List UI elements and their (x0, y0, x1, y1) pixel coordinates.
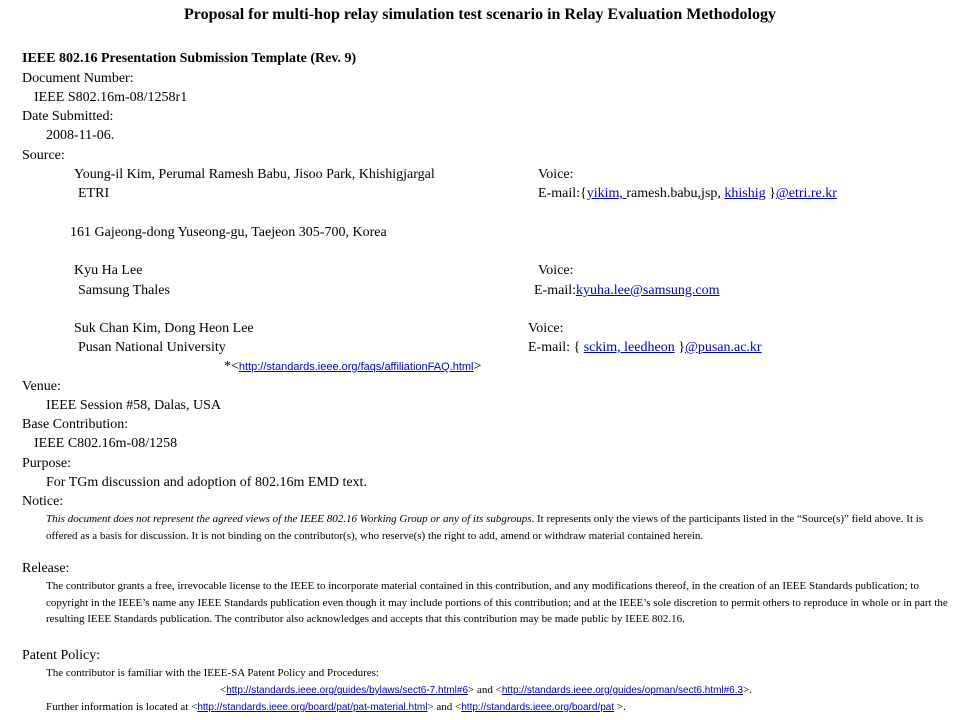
patent-link-board[interactable]: http://standards.ieee.org/board/pat (461, 702, 615, 713)
base-contribution-label: Base Contribution: (22, 417, 129, 432)
source-names-3: Suk Chan Kim, Dong Heon Lee (74, 321, 254, 336)
purpose-value: For TGm discussion and adoption of 802.16m EMD text. (46, 475, 367, 490)
purpose-label: Purpose: (22, 456, 71, 471)
source-email-1 (538, 186, 837, 202)
email-link-khishig[interactable]: khishig (724, 186, 766, 201)
release-label: Release: (22, 561, 70, 576)
patent-and2: > and < (427, 701, 462, 713)
patent-links-line (220, 682, 752, 699)
source-org-2: Samsung Thales (78, 283, 170, 298)
notice-label: Notice: (22, 494, 64, 509)
email-close-3: } (674, 340, 685, 355)
doc-number-label: Document Number: (22, 71, 134, 86)
source-address-1: 161 Gajeong-dong Yuseong-gu, Taejeon 305-700, Korea (70, 225, 387, 240)
source-voice-3: Voice: (528, 321, 564, 336)
doc-number-value: IEEE S802.16m-08/1258r1 (34, 90, 188, 105)
email-mid: ramesh.babu,jsp, (626, 186, 725, 201)
email-link-kyuha[interactable]: kyuha.lee@samsung.com (576, 283, 720, 298)
email-prefix: E-mail:{ (538, 186, 587, 201)
venue-value: IEEE Session #58, Dalas, USA (46, 398, 221, 413)
affiliation-prefix: *< (224, 359, 239, 374)
patent-further-line (46, 699, 626, 716)
venue-label: Venue: (22, 379, 61, 394)
email-prefix-3: E-mail: { (528, 340, 584, 355)
notice-rest: . It represents only the views of the participants listed in the “Source(s)” field above. It is offered as a basis for discussion. It is not binding on the contributor(s), who reserve(s) the right to add, amend or withdraw material contained herein. (46, 513, 924, 542)
base-contribution-value: IEEE C802.16m-08/1258 (34, 436, 178, 451)
patent-and: > and < (468, 684, 502, 696)
source-label: Source: (22, 148, 65, 163)
affiliation-suffix: > (473, 359, 482, 374)
source-email-2 (534, 283, 720, 299)
patent-label: Patent Policy: (22, 648, 101, 663)
source-voice-2: Voice: (538, 263, 574, 278)
source-voice-1: Voice: (538, 167, 574, 182)
email-link-sckim[interactable]: sckim, leedheon (583, 340, 675, 355)
email-domain-pusan[interactable]: @pusan.ac.kr (684, 340, 762, 355)
notice-italic: This document does not represent the agreed views of the IEEE 802.16 Working Group or any of its subgroups (46, 513, 532, 525)
email-link-yikim[interactable]: yikim, (586, 186, 627, 201)
source-names-2: Kyu Ha Lee (74, 263, 143, 278)
affiliation-link[interactable]: http://standards.ieee.org/faqs/affiliationFAQ.html (238, 361, 474, 373)
patent-end2: >. (614, 701, 626, 713)
release-text: The contributor grants a free, irrevocable license to the IEEE to incorporate material contained in this contribution, and any modifications thereof, in the creation of an IEEE Standards publication; to copyright in the IEEE’s name any IEEE Standards publication even though it may include portions of this contribution; and at the IEEE’s sole discretion to permit others to reproduce in whole or in part the resulting IEEE Standards publication. The contributor also acknowledges and accepts that this contribution may be made public by IEEE 802.16. (46, 580, 948, 625)
document-title: Proposal for multi-hop relay simulation test scenario in Relay Evaluation Methodology (183, 6, 776, 23)
source-email-3 (528, 340, 762, 356)
patent-link-opman[interactable]: http://standards.ieee.org/guides/opman/sect6.html#6.3 (501, 685, 744, 696)
patent-link-material[interactable]: http://standards.ieee.org/board/pat/pat-material.html (197, 702, 428, 713)
email-domain-etri[interactable]: @etri.re.kr (775, 186, 837, 201)
source-names-1: Young-il Kim, Perumal Ramesh Babu, Jisoo Park, Khishigjargal (74, 167, 435, 182)
template-heading: IEEE 802.16 Presentation Submission Template (Rev. 9) (22, 51, 357, 66)
patent-line1: The contributor is familiar with the IEEE-SA Patent Policy and Procedures: (46, 667, 379, 679)
patent-link-bylaws[interactable]: http://standards.ieee.org/guides/bylaws/sect6-7.html#6 (226, 685, 469, 696)
notice-text (46, 511, 952, 544)
source-org-3: Pusan National University (78, 340, 226, 355)
email-close: } (765, 186, 776, 201)
patent-further: Further information is located at < (46, 701, 198, 713)
patent-end: >. (743, 684, 753, 696)
date-value: 2008-11-06. (46, 128, 115, 143)
affiliation-line (224, 359, 481, 375)
source-org-1: ETRI (78, 186, 110, 201)
date-label: Date Submitted: (22, 109, 114, 124)
email-prefix-2: E-mail: (534, 283, 576, 298)
patent-lt: < (220, 684, 227, 696)
